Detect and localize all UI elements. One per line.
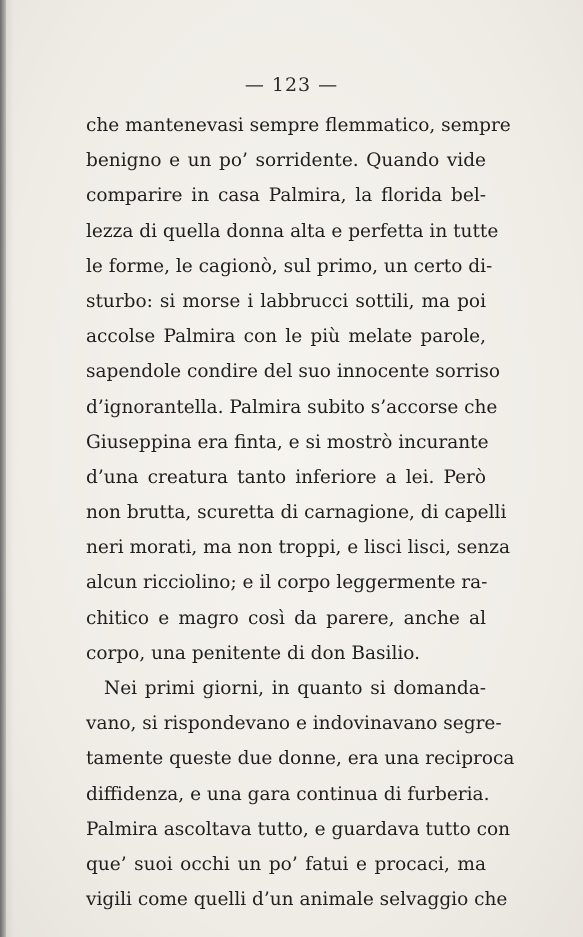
text-line: neri morati, ma non troppi, e lisci lisci, senza: [86, 537, 511, 559]
text-line: non brutta, scuretta di carnagione, di capelli: [86, 502, 507, 524]
text-line: benigno e un po’ sorridente. Quando vide: [86, 150, 486, 172]
text-line: accolse Palmira con le più melate parole,: [86, 326, 486, 348]
text-line: que’ suoi occhi un po’ fatui e procaci, ma: [86, 853, 486, 875]
paragraph-start-line: Nei primi giorni, in quanto si domanda-: [104, 678, 486, 699]
text-line: d’ignorantella. Palmira subito s’accorse che: [86, 396, 498, 418]
text-line: diffidenza, e una gara continua di furberia.: [86, 783, 490, 805]
text-line: che mantenevasi sempre flemmatico, sempre: [86, 115, 511, 136]
page-number: — 123 —: [244, 74, 339, 96]
text-line: Giuseppina era finta, e si mostrò incurante: [86, 431, 489, 453]
text-line: le forme, le cagionò, sul primo, un certo di-: [86, 255, 493, 277]
text-line: tamente queste due donne, era una reciproca: [86, 748, 515, 770]
text-line: corpo, una penitente di don Basilio.: [86, 642, 420, 664]
text-line: d’una creatura tanto inferiore a lei. Però: [86, 466, 486, 488]
page-binding-edge: [0, 0, 6, 937]
text-line: sapendole condire del suo innocente sorriso: [86, 361, 501, 383]
text-line: sturbo: si morse i labbrucci sottili, ma poi: [86, 290, 486, 312]
body-text: [86, 108, 515, 917]
text-line: vano, si rispondevano e indovinavano segre-: [86, 713, 502, 735]
text-line: lezza di quella donna alta e perfetta in tutte: [86, 220, 499, 242]
text-line: comparire in casa Palmira, la florida bel-: [86, 185, 486, 207]
text-line: chitico e magro così da parere, anche al: [86, 607, 486, 629]
text-line: alcun ricciolino; e il corpo leggermente ra-: [86, 572, 488, 594]
text-line: Palmira ascoltava tutto, e guardava tutto con: [86, 818, 511, 840]
text-line: vigili come quelli d’un animale selvaggio che: [86, 889, 508, 911]
